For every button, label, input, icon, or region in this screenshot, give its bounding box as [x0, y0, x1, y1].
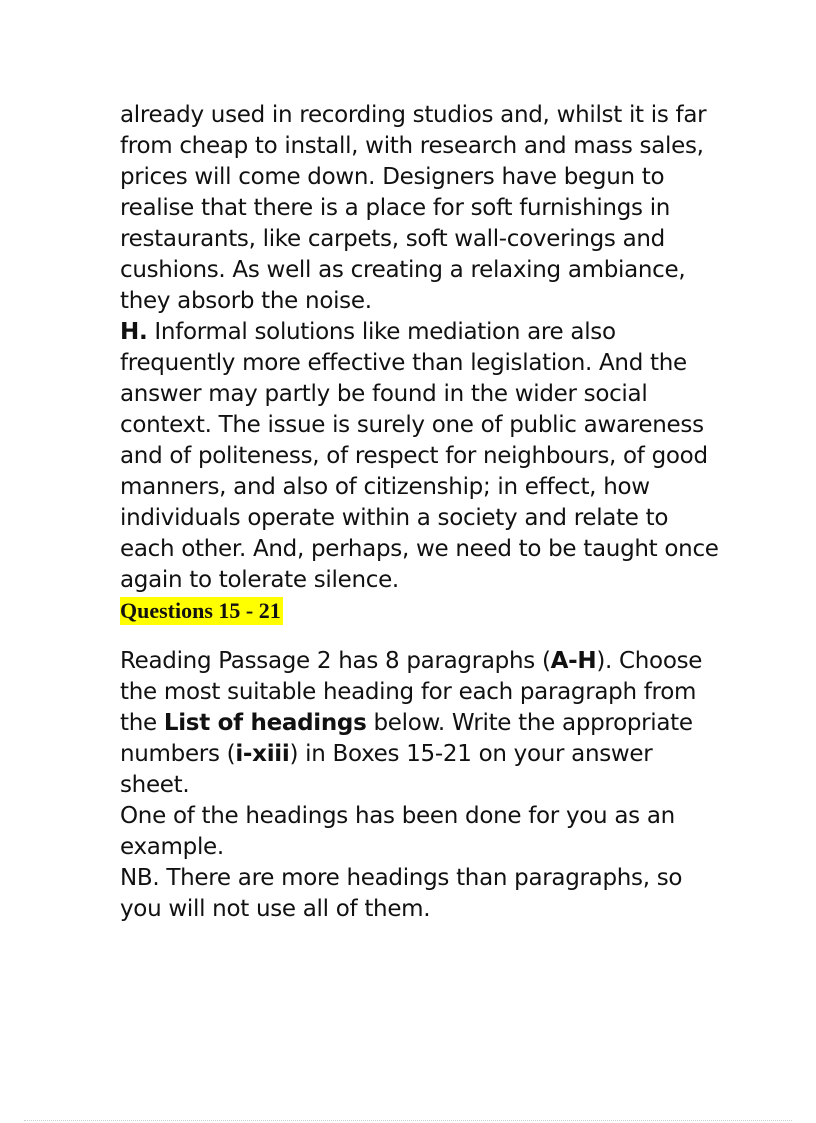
paragraph-h — [120, 317, 720, 596]
instructions-part1: Reading Passage 2 has 8 paragraphs ( — [120, 648, 551, 674]
nb-note: NB. There are more headings than paragraphs, so you will not use all of them. — [120, 865, 683, 922]
paragraph-h-text: Informal solutions like mediation are also frequently more effective than legislation. And the answer may partly be found in the wider social context. The issue is surely one of public awareness and of politeness, of respect for neighbours, of good manners, and also of citizenship; in effect, how individuals operate within a society and relate to each other. And, perhaps, we need to be taught once again to tolerate silence. — [120, 319, 719, 593]
paragraph-h-label: H. — [120, 319, 148, 345]
instructions-bold-list: List of headings — [163, 710, 367, 736]
instructions-bold-numbers: i-xiii — [235, 741, 290, 767]
document-page — [120, 100, 720, 925]
questions-heading-wrap — [120, 596, 720, 627]
paragraph-g-continuation: already used in recording studios and, whilst it is far from cheap to install, with research and mass sales, prices will come down. Designers have begun to realise that there is a place for soft furnishings in restaurants, like carpets, soft wall-coverings and cushions. As well as creating a relaxing ambiance, they absorb the noise. — [120, 102, 707, 314]
instructions-part4: ) in Boxes 15-21 on your answer sheet. — [120, 741, 653, 798]
questions-heading: Questions 15 - 21 — [120, 598, 281, 623]
example-note: One of the headings has been done for you as an example. — [120, 803, 675, 860]
instructions-part3: below. Write the appropriate numbers ( — [120, 710, 693, 767]
page-bottom-divider — [24, 1120, 792, 1121]
instructions-paragraph — [120, 646, 720, 801]
instructions-part2: ). Choose the most suitable heading for each paragraph from the — [120, 648, 703, 736]
instructions-bold-range: A-H — [550, 648, 597, 674]
